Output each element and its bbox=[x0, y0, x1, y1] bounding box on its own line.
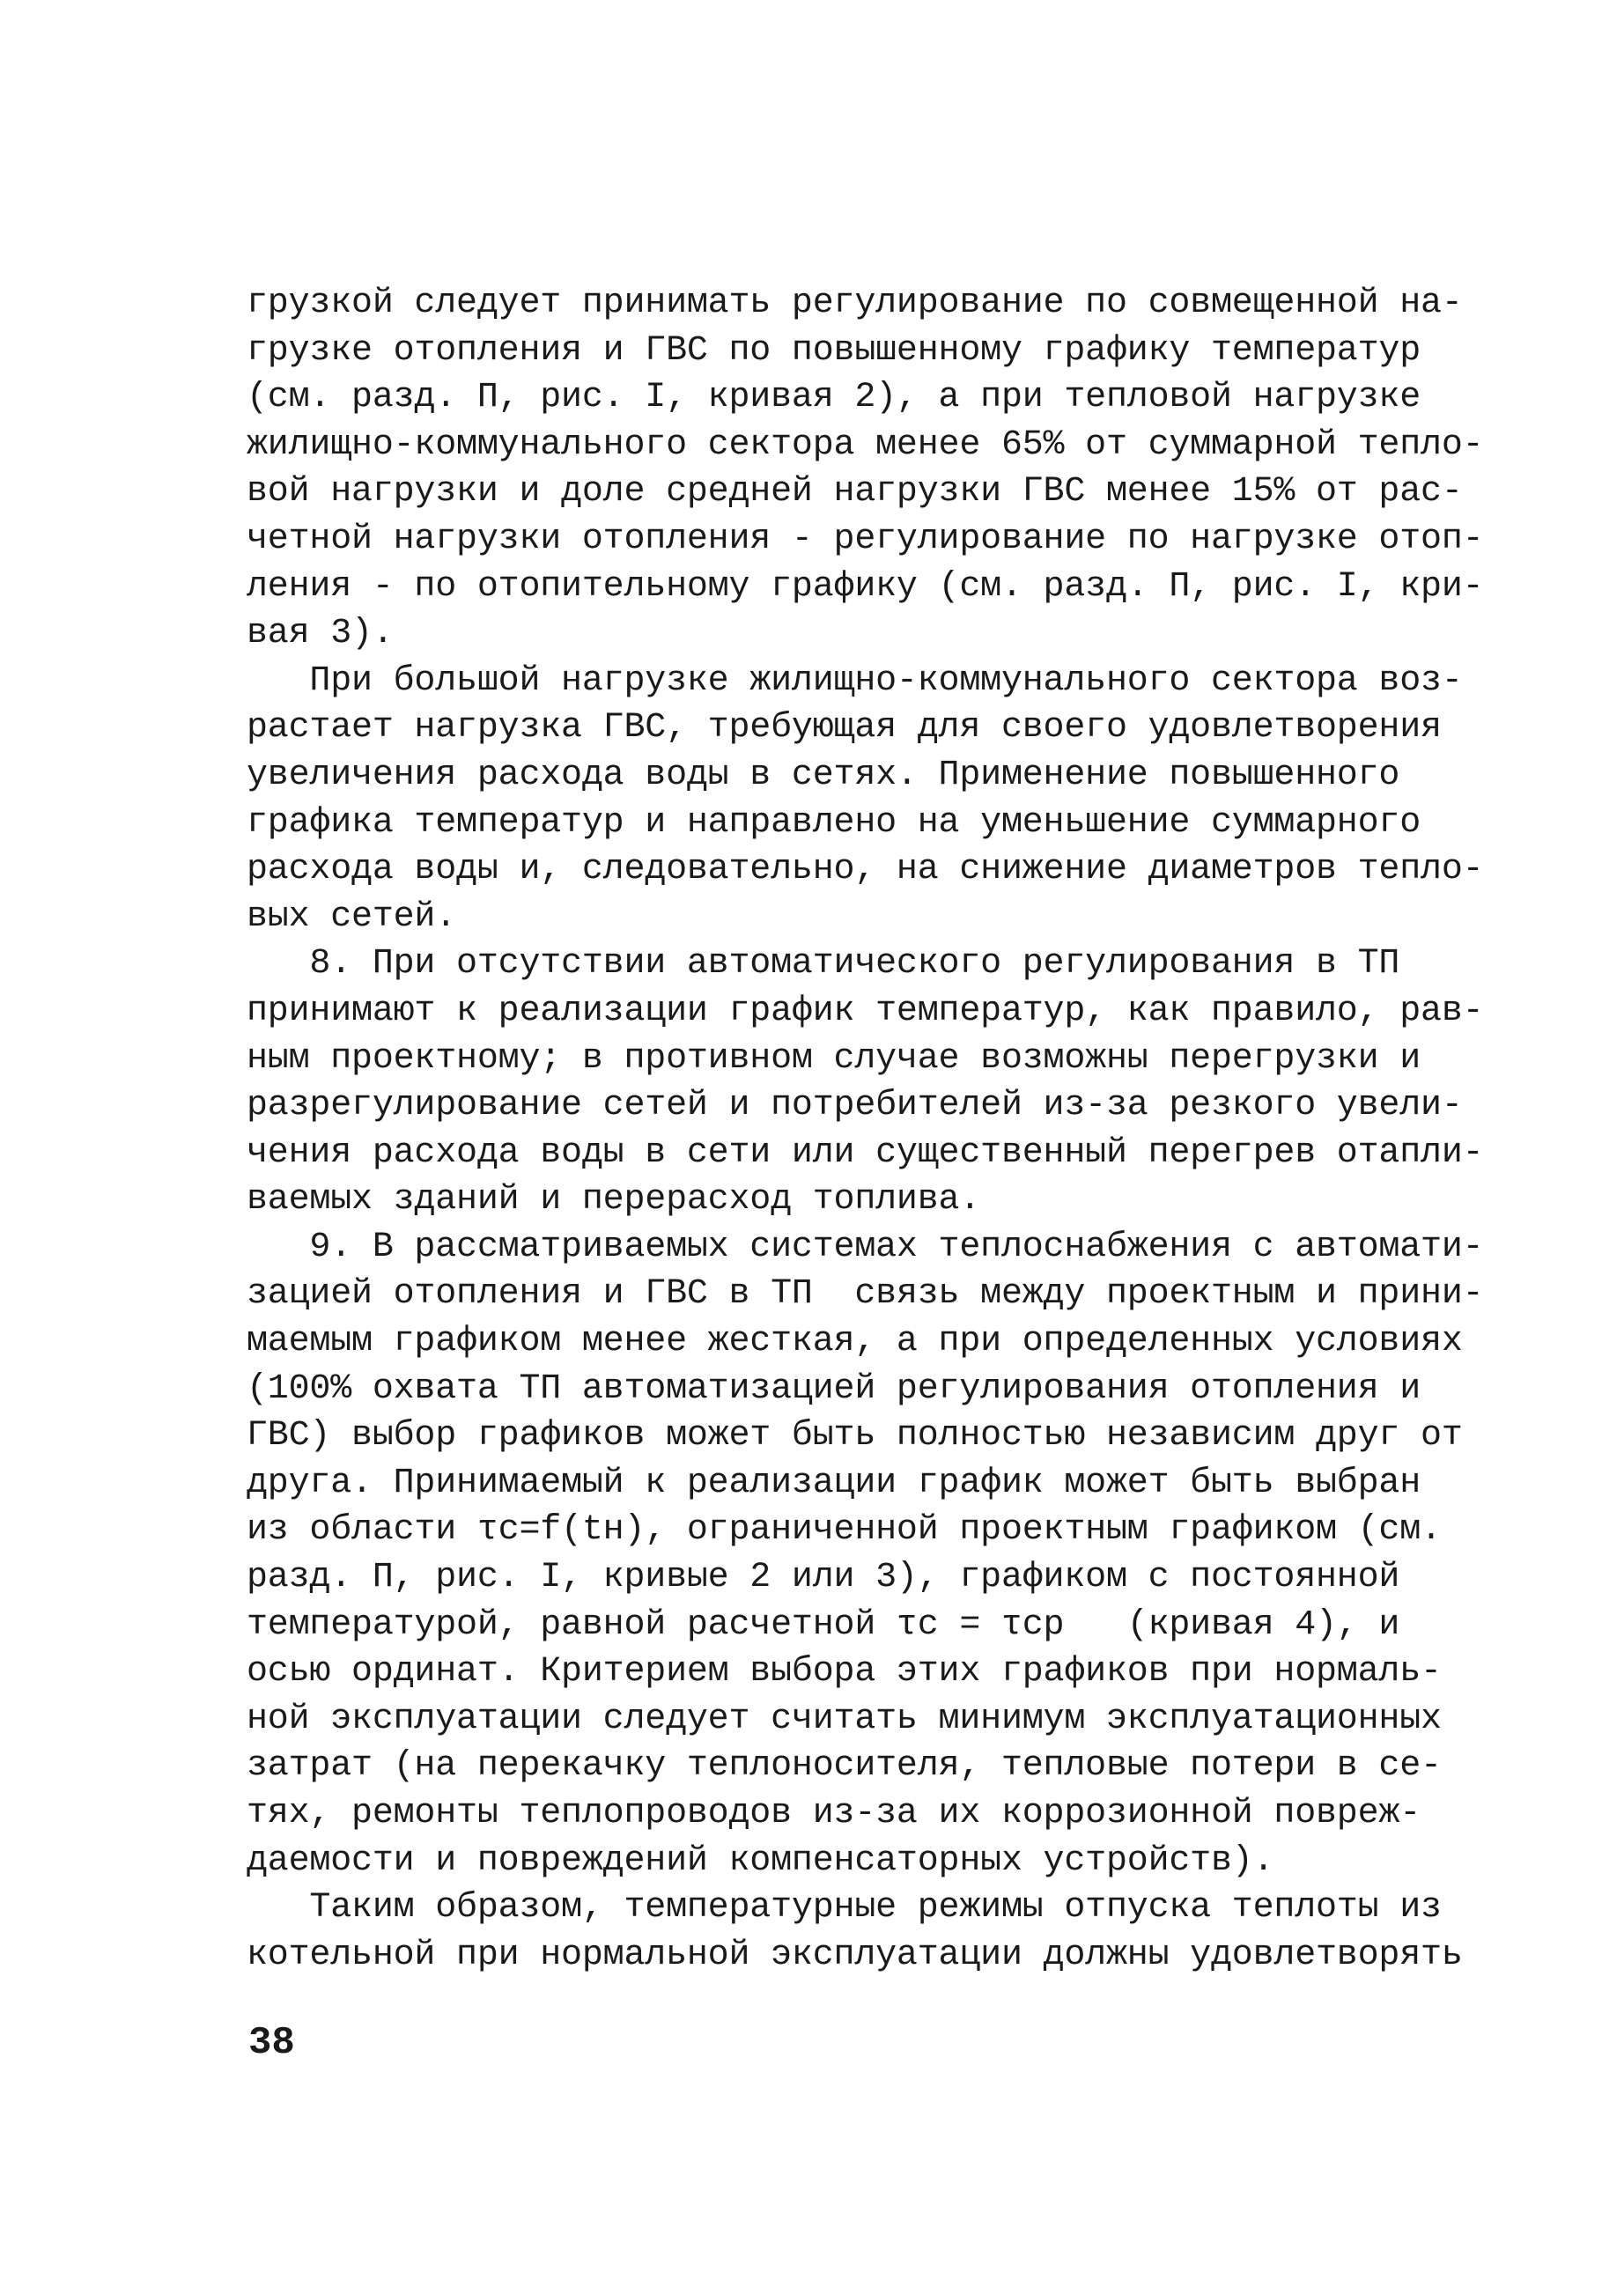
text-line: жилищно-коммунального сектора менее 65% от суммарной тепло- bbox=[247, 424, 1484, 465]
body-text bbox=[247, 280, 1484, 1979]
text-line: вых сетей. bbox=[247, 896, 457, 937]
text-line: увеличения расхода воды в сетях. Применение повышенного bbox=[247, 755, 1400, 795]
text-line: При большой нагрузке жилищно-коммунального сектора воз- bbox=[247, 660, 1463, 701]
text-line: грузкой следует принимать регулирование по совмещенной на- bbox=[247, 284, 1463, 323]
text-line: чения расхода воды в сети или существенный перегрев отапли- bbox=[247, 1132, 1484, 1173]
page-number: 38 bbox=[248, 2021, 295, 2065]
text-line: тях, ремонты теплопроводов из-за их коррозионной повреж- bbox=[247, 1794, 1421, 1833]
text-line: (100% охвата ТП автоматизацией регулирования отопления и bbox=[247, 1368, 1421, 1409]
text-line: разд. П, рис. I, кривые 2 или 3), графиком с постоянной bbox=[247, 1558, 1400, 1598]
text-line: из области τc=f(tн), ограниченной проектным графиком (см. bbox=[247, 1510, 1442, 1551]
text-line: затрат (на перекачку теплоносителя, тепловые потери в се- bbox=[247, 1746, 1442, 1787]
text-line: 9. В рассматриваемых системах теплоснабжения с автомати- bbox=[247, 1227, 1484, 1267]
text-line: растает нагрузка ГВС, требующая для своего удовлетворения bbox=[247, 708, 1442, 749]
text-line: друга. Принимаемый к реализации график может быть выбран bbox=[247, 1463, 1421, 1503]
text-line: (см. разд. П, рис. I, кривая 2), а при тепловой нагрузке bbox=[247, 378, 1421, 418]
text-line: вая 3). bbox=[247, 614, 394, 654]
text-line: ваемых зданий и перерасход топлива. bbox=[247, 1180, 981, 1221]
text-line: даемости и повреждений компенсаторных устройств). bbox=[247, 1840, 1274, 1881]
text-line: ления - по отопительному графику (см. разд. П, рис. I, кри- bbox=[247, 566, 1484, 607]
text-line: четной нагрузки отопления - регулирование по нагрузке отоп- bbox=[247, 519, 1484, 559]
text-line: ной эксплуатации следует считать минимум эксплуатационных bbox=[247, 1699, 1442, 1739]
text-line: графика температур и направлено на уменьшение суммарного bbox=[247, 802, 1421, 843]
text-line: 8. При отсутствии автоматического регулирования в ТП bbox=[247, 944, 1400, 985]
text-line: температурой, равной расчетной τc = τcр (кривая 4), и bbox=[247, 1604, 1400, 1645]
text-line: котельной при нормальной эксплуатации должны удовлетворять bbox=[247, 1935, 1463, 1975]
text-line: зацией отопления и ГВС в ТП связь между проектным и прини- bbox=[247, 1274, 1484, 1315]
text-line: принимают к реализации график температур, как правило, рав- bbox=[247, 991, 1484, 1031]
text-line: грузке отопления и ГВС по повышенному графику температур bbox=[247, 330, 1421, 371]
text-line: разрегулирование сетей и потребителей из-за резкого увели- bbox=[247, 1086, 1463, 1126]
text-line: ГВС) выбор графиков может быть полностью независим друг от bbox=[247, 1416, 1463, 1457]
text-line: ным проектному; в противном случае возможны перегрузки и bbox=[247, 1038, 1421, 1079]
text-line: Таким образом, температурные режимы отпуска теплоты из bbox=[247, 1888, 1442, 1929]
text-line: маемым графиком менее жесткая, а при определенных условиях bbox=[247, 1322, 1463, 1362]
text-line: расхода воды и, следовательно, на снижение диаметров тепло- bbox=[247, 850, 1484, 890]
text-line: вой нагрузки и доле средней нагрузки ГВС менее 15% от рас- bbox=[247, 472, 1463, 513]
text-line: осью ординат. Критерием выбора этих графиков при нормаль- bbox=[247, 1652, 1442, 1693]
